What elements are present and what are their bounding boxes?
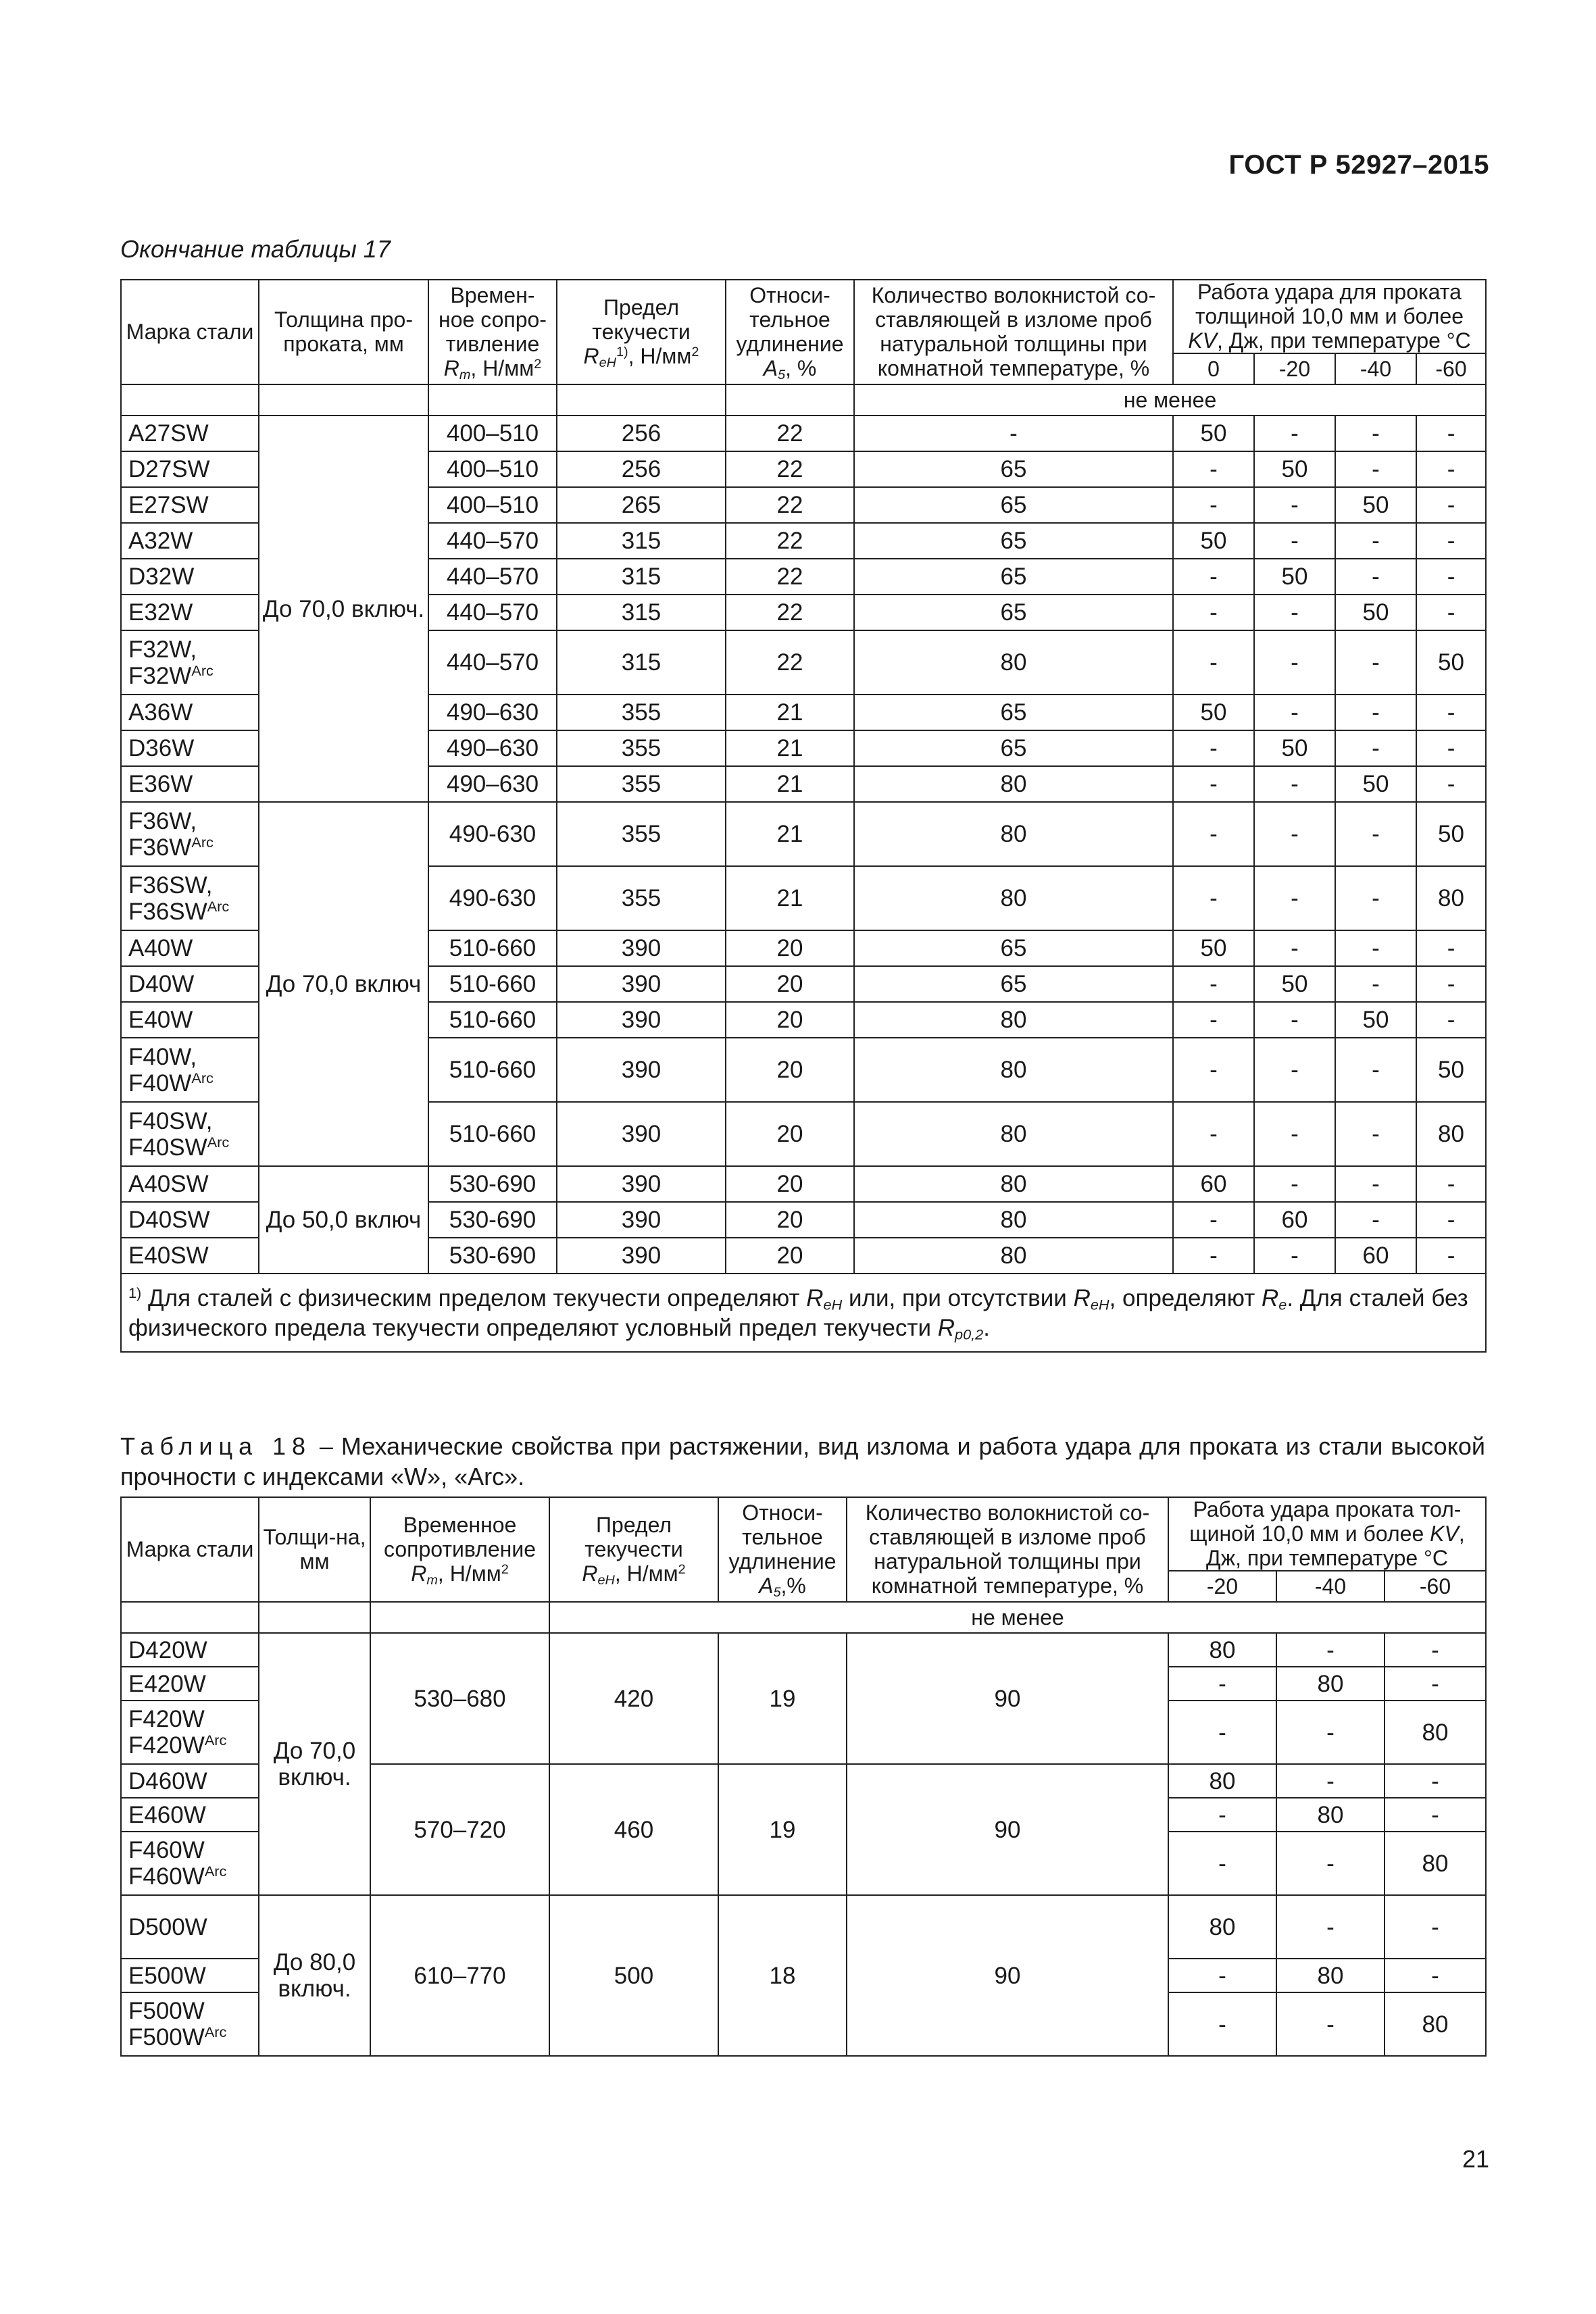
impact-energy: 80 (1416, 1102, 1486, 1166)
elongation: 22 (726, 595, 854, 630)
elongation: 21 (726, 730, 854, 766)
table-row (121, 1166, 1486, 1202)
header-not-less: не менее (549, 1602, 1486, 1633)
impact-energy: - (1416, 1166, 1486, 1202)
steel-grade: E36W (121, 766, 259, 802)
fiber-fraction: 65 (854, 966, 1173, 1002)
impact-energy: 50 (1254, 451, 1335, 487)
impact-energy: 80 (1168, 1764, 1276, 1798)
fiber-fraction: 80 (854, 1202, 1173, 1238)
elongation: 19 (718, 1764, 847, 1895)
steel-grade: E27SW (121, 487, 259, 523)
header-thickness: Толщина про-проката, мм (259, 280, 428, 384)
impact-energy: - (1335, 416, 1416, 451)
header-elongation: Относи- тельное удлинение $A_5$, % (726, 280, 854, 384)
tensile-strength: 610–770 (370, 1895, 549, 2056)
impact-energy: - (1254, 630, 1335, 695)
header-fiber: Количество волокнистой со-ставляющей в изломе проб натуральной толщины при комнатной температуре, % (847, 1497, 1168, 1602)
document-code: ГОСТ Р 52927–2015 (1228, 150, 1489, 180)
impact-energy: - (1276, 1701, 1385, 1764)
elongation: 19 (718, 1633, 847, 1764)
page-number: 21 (1462, 2145, 1489, 2173)
steel-grade: F40SW, $F40SW^{Arc}$ (121, 1102, 259, 1166)
impact-energy: - (1254, 1002, 1335, 1038)
impact-energy: - (1385, 1798, 1486, 1832)
fiber-fraction: 65 (854, 730, 1173, 766)
table-row (121, 416, 1486, 451)
fiber-fraction: 80 (854, 802, 1173, 866)
fiber-fraction: 65 (854, 451, 1173, 487)
header-tensile: Времен- ное сопро- тивление $R_m$, $Н/мм^2$ (428, 280, 557, 384)
yield-strength: 460 (549, 1764, 718, 1895)
impact-energy: - (1416, 523, 1486, 559)
header-yield: Предел текучести $R_{eH}^{1)}$, $Н/мм^2$ (557, 280, 726, 384)
impact-energy: - (1173, 802, 1254, 866)
impact-energy: 50 (1254, 966, 1335, 1002)
steel-grade: E500W (121, 1959, 259, 1992)
tensile-strength: 530-690 (428, 1202, 557, 1238)
impact-energy: - (1335, 559, 1416, 595)
elongation: 20 (726, 1202, 854, 1238)
impact-energy: - (1416, 595, 1486, 630)
yield-strength: 390 (557, 1102, 726, 1166)
tensile-strength: 490-630 (428, 802, 557, 866)
impact-energy: - (1173, 487, 1254, 523)
impact-energy: 80 (1416, 866, 1486, 930)
impact-energy: - (1254, 1102, 1335, 1166)
elongation: 21 (726, 802, 854, 866)
tensile-strength: 510-660 (428, 966, 557, 1002)
tensile-strength: 530-690 (428, 1166, 557, 1202)
impact-energy: - (1254, 1038, 1335, 1102)
yield-strength: 256 (557, 451, 726, 487)
impact-energy: - (1173, 766, 1254, 802)
steel-grade: E420W (121, 1667, 259, 1701)
impact-energy: - (1335, 930, 1416, 966)
tensile-strength: 490–630 (428, 766, 557, 802)
impact-energy: - (1335, 730, 1416, 766)
impact-energy: 60 (1173, 1166, 1254, 1202)
tensile-strength: 400–510 (428, 451, 557, 487)
fiber-fraction: 65 (854, 595, 1173, 630)
impact-energy: - (1416, 766, 1486, 802)
elongation: 21 (726, 695, 854, 730)
yield-strength: 500 (549, 1895, 718, 2056)
header-temp-20: -20 (1168, 1571, 1276, 1602)
impact-energy: 50 (1416, 1038, 1486, 1102)
impact-energy: 80 (1385, 1701, 1486, 1764)
yield-strength: 420 (549, 1633, 718, 1764)
table-row (121, 1895, 1486, 1959)
impact-energy: - (1173, 595, 1254, 630)
impact-energy: - (1254, 416, 1335, 451)
impact-energy: - (1335, 1038, 1416, 1102)
impact-energy: 50 (1254, 730, 1335, 766)
table-row (121, 802, 1486, 866)
steel-grade: A27SW (121, 416, 259, 451)
impact-energy: - (1168, 1798, 1276, 1832)
yield-strength: 390 (557, 930, 726, 966)
fiber-fraction: 80 (854, 766, 1173, 802)
steel-grade: D460W (121, 1764, 259, 1798)
impact-energy: - (1254, 1166, 1335, 1202)
steel-grade: D40W (121, 966, 259, 1002)
header-grade: Марка стали (121, 280, 259, 384)
impact-energy: 80 (1168, 1633, 1276, 1667)
fiber-fraction: 90 (847, 1895, 1168, 2056)
yield-strength: 390 (557, 966, 726, 1002)
elongation: 20 (726, 1166, 854, 1202)
fiber-fraction: 65 (854, 559, 1173, 595)
impact-energy: - (1173, 1202, 1254, 1238)
impact-energy: - (1173, 1102, 1254, 1166)
steel-grade: E460W (121, 1798, 259, 1832)
impact-energy: - (1254, 866, 1335, 930)
yield-strength: 315 (557, 630, 726, 695)
fiber-fraction: 80 (854, 1002, 1173, 1038)
elongation: 20 (726, 1238, 854, 1274)
impact-energy: - (1416, 730, 1486, 766)
yield-strength: 315 (557, 595, 726, 630)
thickness-group: До 70,0 включ (259, 802, 428, 1166)
tensile-strength: 490–630 (428, 695, 557, 730)
impact-energy: - (1173, 866, 1254, 930)
steel-grade: A40SW (121, 1166, 259, 1202)
elongation: 18 (718, 1895, 847, 2056)
impact-energy: - (1416, 1238, 1486, 1274)
fiber-fraction: 80 (854, 1102, 1173, 1166)
fiber-fraction: 80 (854, 1166, 1173, 1202)
impact-energy: - (1173, 630, 1254, 695)
impact-energy: - (1254, 1238, 1335, 1274)
steel-grade: F500W $F500W^{Arc}$ (121, 1992, 259, 2056)
yield-strength: 390 (557, 1166, 726, 1202)
fiber-fraction: 65 (854, 523, 1173, 559)
steel-grade: D27SW (121, 451, 259, 487)
impact-energy: 50 (1416, 802, 1486, 866)
elongation: 20 (726, 930, 854, 966)
fiber-fraction: 65 (854, 487, 1173, 523)
steel-grade: A40W (121, 930, 259, 966)
table17-caption: Окончание таблицы 17 (120, 235, 391, 263)
impact-energy: 50 (1416, 630, 1486, 695)
elongation: 20 (726, 1002, 854, 1038)
steel-grade: D500W (121, 1895, 259, 1959)
yield-strength: 390 (557, 1202, 726, 1238)
elongation: 21 (726, 866, 854, 930)
header-grade: Марка стали (121, 1497, 259, 1602)
impact-energy: 60 (1335, 1238, 1416, 1274)
tensile-strength: 490–630 (428, 730, 557, 766)
yield-strength: 315 (557, 559, 726, 595)
elongation: 22 (726, 451, 854, 487)
impact-energy: - (1416, 1002, 1486, 1038)
impact-energy: - (1335, 866, 1416, 930)
impact-energy: 80 (1276, 1798, 1385, 1832)
impact-energy: - (1276, 1633, 1385, 1667)
impact-energy: 60 (1254, 1202, 1335, 1238)
impact-energy: 80 (1276, 1667, 1385, 1701)
elongation: 22 (726, 559, 854, 595)
tensile-strength: 570–720 (370, 1764, 549, 1895)
tensile-strength: 440–570 (428, 559, 557, 595)
table18 (120, 1496, 1487, 2057)
tensile-strength: 510-660 (428, 1038, 557, 1102)
tensile-strength: 440–570 (428, 595, 557, 630)
header-tensile: Временное сопротивление $R_m$, $Н/мм^2$ (370, 1497, 549, 1602)
impact-energy: - (1385, 1959, 1486, 1992)
thickness-group: До 70,0 включ. (259, 416, 428, 802)
header-temp-40: -40 (1335, 353, 1416, 384)
steel-grade: A36W (121, 695, 259, 730)
impact-energy: 50 (1335, 1002, 1416, 1038)
steel-grade: A32W (121, 523, 259, 559)
elongation: 22 (726, 487, 854, 523)
impact-energy: 50 (1335, 766, 1416, 802)
impact-energy: - (1254, 487, 1335, 523)
impact-energy: 50 (1335, 487, 1416, 523)
impact-energy: - (1416, 416, 1486, 451)
steel-grade: D32W (121, 559, 259, 595)
impact-energy: 50 (1173, 695, 1254, 730)
fiber-fraction: 90 (847, 1764, 1168, 1895)
impact-energy: - (1416, 487, 1486, 523)
impact-energy: - (1416, 695, 1486, 730)
fiber-fraction: 80 (854, 866, 1173, 930)
impact-energy: 80 (1385, 1992, 1486, 2056)
fiber-fraction: 65 (854, 695, 1173, 730)
steel-grade: F40W, $F40W^{Arc}$ (121, 1038, 259, 1102)
yield-strength: 265 (557, 487, 726, 523)
header-yield: Предел текучести $R_{eH}$, $Н/мм^2$ (549, 1497, 718, 1602)
tensile-strength: 400–510 (428, 487, 557, 523)
steel-grade: F32W, $F32W^{Arc}$ (121, 630, 259, 695)
impact-energy: - (1173, 1038, 1254, 1102)
impact-energy: - (1335, 1202, 1416, 1238)
yield-strength: 355 (557, 866, 726, 930)
table-row (121, 1633, 1486, 1667)
impact-energy: - (1173, 966, 1254, 1002)
impact-energy: - (1254, 930, 1335, 966)
impact-energy: 80 (1276, 1959, 1385, 1992)
impact-energy: - (1335, 1102, 1416, 1166)
table17-footnote: $^{1)}$ Для сталей с физическим пределом текучести определяют $R_{eH}$ или, при отсутствии $R_{eH}$, определяют $R_e$. Для сталей без физического предела текучести определяют условный предел текучести $R_{p0,2}$. (121, 1274, 1486, 1352)
header-elongation: Относи- тельное удлинение $A_5,\%$ (718, 1497, 847, 1602)
elongation: 20 (726, 1038, 854, 1102)
impact-energy: 50 (1254, 559, 1335, 595)
tensile-strength: 530–680 (370, 1633, 549, 1764)
steel-grade: E40W (121, 1002, 259, 1038)
impact-energy: - (1173, 451, 1254, 487)
steel-grade: F36W, $F36W^{Arc}$ (121, 802, 259, 866)
header-temp-60: -60 (1416, 353, 1486, 384)
impact-energy: - (1335, 1166, 1416, 1202)
fiber-fraction: - (854, 416, 1173, 451)
header-temp-60: -60 (1385, 1571, 1486, 1602)
yield-strength: 390 (557, 1002, 726, 1038)
impact-energy: - (1416, 451, 1486, 487)
tensile-strength: 510-660 (428, 1002, 557, 1038)
fiber-fraction: 80 (854, 1038, 1173, 1102)
yield-strength: 390 (557, 1038, 726, 1102)
tensile-strength: 510-660 (428, 1102, 557, 1166)
impact-energy: - (1335, 523, 1416, 559)
fiber-fraction: 80 (854, 1238, 1173, 1274)
fiber-fraction: 65 (854, 930, 1173, 966)
thickness-group: До 50,0 включ (259, 1166, 428, 1274)
yield-strength: 390 (557, 1238, 726, 1274)
steel-grade: D36W (121, 730, 259, 766)
impact-energy: - (1254, 595, 1335, 630)
table18-caption: Таблица 18 – Механические свойства при растяжении, вид излома и работа удара для проката из стали высокой прочности с индексами «W», «Arc». (120, 1432, 1485, 1490)
impact-energy: - (1416, 930, 1486, 966)
tensile-strength: 530-690 (428, 1238, 557, 1274)
impact-energy: - (1276, 1992, 1385, 2056)
impact-energy: - (1385, 1895, 1486, 1959)
impact-energy: - (1385, 1667, 1486, 1701)
elongation: 21 (726, 766, 854, 802)
header-impact: Работа удара проката тол-щиной 10,0 мм и более KV, Дж, при температуре °С (1168, 1497, 1486, 1571)
steel-grade: F36SW, $F36SW^{Arc}$ (121, 866, 259, 930)
header-temp-20: -20 (1254, 353, 1335, 384)
impact-energy: - (1173, 1002, 1254, 1038)
impact-energy: - (1335, 966, 1416, 1002)
header-thickness: Толщи-на, мм (259, 1497, 370, 1602)
impact-energy: - (1335, 695, 1416, 730)
elongation: 20 (726, 1102, 854, 1166)
header-temp-0: 0 (1173, 353, 1254, 384)
steel-grade: D40SW (121, 1202, 259, 1238)
impact-energy: - (1335, 451, 1416, 487)
tensile-strength: 400–510 (428, 416, 557, 451)
impact-energy: 50 (1173, 930, 1254, 966)
impact-energy: 50 (1335, 595, 1416, 630)
impact-energy: - (1276, 1764, 1385, 1798)
tensile-strength: 490-630 (428, 866, 557, 930)
impact-energy: - (1254, 695, 1335, 730)
impact-energy: - (1335, 802, 1416, 866)
impact-energy: - (1385, 1633, 1486, 1667)
impact-energy: - (1385, 1764, 1486, 1798)
header-fiber: Количество волокнистой со-ставляющей в изломе проб натуральной толщины при комнатной температуре, % (854, 280, 1173, 384)
impact-energy: - (1173, 730, 1254, 766)
elongation: 22 (726, 523, 854, 559)
thickness-group: До 70,0 включ. (259, 1633, 370, 1895)
impact-energy: - (1254, 802, 1335, 866)
steel-grade: F460W $F460W^{Arc}$ (121, 1832, 259, 1895)
yield-strength: 355 (557, 695, 726, 730)
impact-energy: - (1168, 1959, 1276, 1992)
impact-energy: - (1173, 559, 1254, 595)
tensile-strength: 440–570 (428, 630, 557, 695)
impact-energy: - (1416, 966, 1486, 1002)
tensile-strength: 510-660 (428, 930, 557, 966)
yield-strength: 315 (557, 523, 726, 559)
impact-energy: - (1416, 559, 1486, 595)
yield-strength: 355 (557, 766, 726, 802)
impact-energy: - (1168, 1992, 1276, 2056)
steel-grade: D420W (121, 1633, 259, 1667)
tensile-strength: 440–570 (428, 523, 557, 559)
header-impact: Работа удара для проката толщиной 10,0 мм и более KV, Дж, при температуре °С (1173, 280, 1486, 353)
impact-energy: 80 (1385, 1832, 1486, 1895)
impact-energy: - (1254, 766, 1335, 802)
impact-energy: - (1254, 523, 1335, 559)
impact-energy: - (1276, 1895, 1385, 1959)
header-not-less: не менее (854, 384, 1486, 416)
impact-energy: - (1168, 1832, 1276, 1895)
impact-energy: 50 (1173, 523, 1254, 559)
steel-grade: E32W (121, 595, 259, 630)
impact-energy: - (1168, 1667, 1276, 1701)
header-temp-40: -40 (1276, 1571, 1385, 1602)
thickness-group: До 80,0 включ. (259, 1895, 370, 2056)
yield-strength: 355 (557, 802, 726, 866)
elongation: 20 (726, 966, 854, 1002)
impact-energy: - (1173, 1238, 1254, 1274)
fiber-fraction: 90 (847, 1633, 1168, 1764)
elongation: 22 (726, 416, 854, 451)
impact-energy: - (1335, 630, 1416, 695)
steel-grade: F420W $F420W^{Arc}$ (121, 1701, 259, 1764)
impact-energy: 50 (1173, 416, 1254, 451)
table17 (120, 279, 1487, 1353)
yield-strength: 256 (557, 416, 726, 451)
elongation: 22 (726, 630, 854, 695)
impact-energy: 80 (1168, 1895, 1276, 1959)
yield-strength: 355 (557, 730, 726, 766)
fiber-fraction: 80 (854, 630, 1173, 695)
steel-grade: E40SW (121, 1238, 259, 1274)
impact-energy: - (1416, 1202, 1486, 1238)
impact-energy: - (1168, 1701, 1276, 1764)
impact-energy: - (1276, 1832, 1385, 1895)
